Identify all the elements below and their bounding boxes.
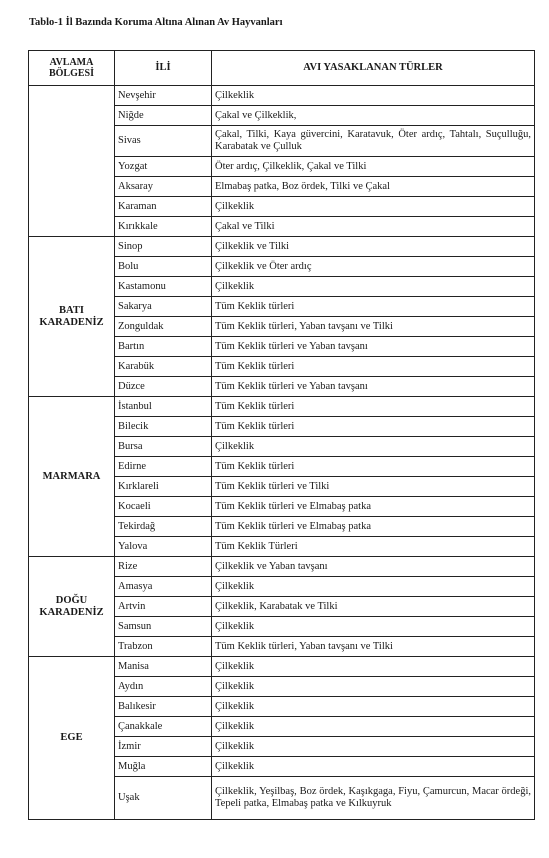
table-row (29, 557, 535, 577)
province-cell: Sakarya (115, 297, 212, 317)
region-name-line: KARADENİZ (39, 316, 104, 328)
province-cell: Karabük (115, 357, 212, 377)
province-cell: Manisa (115, 657, 212, 677)
province-cell: Trabzon (115, 637, 212, 657)
species-cell: Tüm Keklik türleri (212, 357, 535, 377)
province-cell: Sinop (115, 237, 212, 257)
province-cell: Kırıkkale (115, 217, 212, 237)
species-cell: Tüm Keklik türleri ve Tilki (212, 477, 535, 497)
province-cell: Yozgat (115, 157, 212, 177)
province-cell: Balıkesir (115, 697, 212, 717)
province-cell: Edirne (115, 457, 212, 477)
region-cell (29, 237, 115, 397)
species-cell: Tüm Keklik türleri ve Elmabaş patka (212, 497, 535, 517)
table-row (29, 86, 535, 106)
province-cell: Sivas (115, 126, 212, 157)
species-cell: Çilkeklik (212, 757, 535, 777)
species-cell: Çilkeklik (212, 577, 535, 597)
species-cell: Çilkeklik, Karabatak ve Tilki (212, 597, 535, 617)
species-cell: Çilkeklik (212, 197, 535, 217)
species-cell: Tüm Keklik türleri (212, 417, 535, 437)
province-cell: Samsun (115, 617, 212, 637)
province-cell: Nevşehir (115, 86, 212, 106)
region-name-line: BATI (59, 304, 84, 316)
species-cell: Tüm Keklik türleri, Yaban tavşanı ve Tilki (212, 317, 535, 337)
province-cell: Bolu (115, 257, 212, 277)
species-cell: Tüm Keklik türleri, Yaban tavşanı ve Tilki (212, 637, 535, 657)
species-cell: Çilkeklik ve Yaban tavşanı (212, 557, 535, 577)
province-cell: Aydın (115, 677, 212, 697)
header-row (29, 51, 535, 86)
hunting-ban-table (28, 50, 535, 820)
table-row (29, 397, 535, 417)
province-cell: Düzce (115, 377, 212, 397)
province-cell: Bilecik (115, 417, 212, 437)
province-cell: İzmir (115, 737, 212, 757)
species-cell: Çilkeklik (212, 617, 535, 637)
province-cell: İstanbul (115, 397, 212, 417)
region-cell (29, 397, 115, 557)
region-name-line: EGE (60, 732, 83, 743)
species-cell: Elmabaş patka, Boz ördek, Tilki ve Çakal (212, 177, 535, 197)
species-cell: Tüm Keklik türleri ve Elmabaş patka (212, 517, 535, 537)
species-cell: Tüm Keklik Türleri (212, 537, 535, 557)
species-cell: Tüm Keklik türleri (212, 297, 535, 317)
province-cell: Kastamonu (115, 277, 212, 297)
species-cell: Çilkeklik (212, 277, 535, 297)
province-cell: Amasya (115, 577, 212, 597)
table-row (29, 657, 535, 677)
species-cell: Çilkeklik (212, 717, 535, 737)
region-name-line: MARMARA (42, 470, 101, 482)
species-cell: Çakal ve Çilkeklik, (212, 106, 535, 126)
species-cell: Çakal, Tilki, Kaya güvercini, Karatavuk, Öter ardıç, Tahtalı, Suçulluğu, Karabatak ve Çulluk (212, 126, 535, 157)
species-cell: Çilkeklik, Yeşilbaş, Boz ördek, Kaşıkgaga, Fiyu, Çamurcun, Macar ördeği, Tepeli patka, Elmabaş patka ve Kılkuyruk (212, 777, 535, 820)
species-cell: Çilkeklik ve Öter ardıç (212, 257, 535, 277)
province-cell: Rize (115, 557, 212, 577)
region-cell (29, 86, 115, 237)
province-cell: Bartın (115, 337, 212, 357)
header-region (29, 51, 115, 86)
species-cell: Çilkeklik ve Tilki (212, 237, 535, 257)
species-cell: Tüm Keklik türleri (212, 457, 535, 477)
region-cell (29, 557, 115, 657)
province-cell: Karaman (115, 197, 212, 217)
header-province: İLİ (115, 51, 212, 86)
region-name-line: KARADENİZ (39, 606, 104, 618)
province-cell: Tekirdağ (115, 517, 212, 537)
province-cell: Çanakkale (115, 717, 212, 737)
species-cell: Çilkeklik (212, 697, 535, 717)
species-cell: Çilkeklik (212, 86, 535, 106)
region-cell (29, 657, 115, 820)
header-species: AVI YASAKLANAN TÜRLER (212, 51, 535, 86)
species-cell: Çilkeklik (212, 657, 535, 677)
table-body (29, 86, 535, 820)
region-name-line: DOĞU (55, 594, 88, 606)
province-cell: Uşak (115, 777, 212, 820)
province-cell: Zonguldak (115, 317, 212, 337)
province-cell: Artvin (115, 597, 212, 617)
table-caption: Tablo-1 İl Bazında Koruma Altına Alınan Av Hayvanları (29, 17, 283, 28)
province-cell: Niğde (115, 106, 212, 126)
province-cell: Kırklareli (115, 477, 212, 497)
species-cell: Öter ardıç, Çilkeklik, Çakal ve Tilki (212, 157, 535, 177)
header-region-line1: AVLAMA (49, 57, 94, 68)
species-cell: Çilkeklik (212, 677, 535, 697)
species-cell: Tüm Keklik türleri ve Yaban tavşanı (212, 337, 535, 357)
species-cell: Tüm Keklik türleri (212, 397, 535, 417)
species-cell: Tüm Keklik türleri ve Yaban tavşanı (212, 377, 535, 397)
province-cell: Aksaray (115, 177, 212, 197)
species-cell: Çilkeklik (212, 737, 535, 757)
header-region-line2: BÖLGESİ (48, 68, 95, 79)
province-cell: Muğla (115, 757, 212, 777)
province-cell: Yalova (115, 537, 212, 557)
table-row (29, 237, 535, 257)
province-cell: Bursa (115, 437, 212, 457)
species-cell: Çilkeklik (212, 437, 535, 457)
species-cell: Çakal ve Tilki (212, 217, 535, 237)
province-cell: Kocaeli (115, 497, 212, 517)
